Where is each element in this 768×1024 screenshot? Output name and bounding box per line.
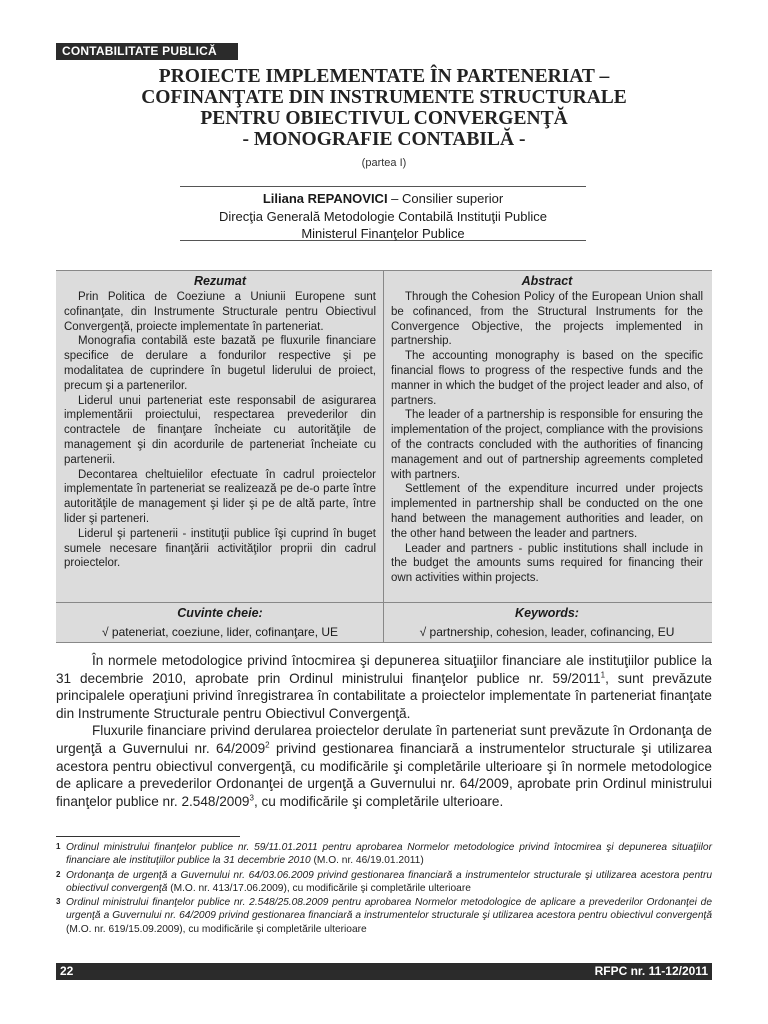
footnote-source: (M.O. nr. 413/17.06.2009), cu modificările şi completările ulterioare — [167, 882, 471, 894]
abstract-paragraph: Leader and partners - public institutions shall include in the budget the amounts sums required for financing their own activities within projects. — [391, 542, 703, 585]
rezumat-paragraph: Monografia contabilă este bazată pe fluxurile financiare specifice de derulare a fondurilor respective şi pe modalitatea de cuprindere în bugetul liderului de proiect, precum şi a partenerilor. — [64, 335, 376, 392]
rezumat-body — [64, 290, 376, 571]
footnote-source: (M.O. nr. 619/15.09.2009), cu modificările şi completările ulterioare — [66, 923, 367, 935]
footnote — [56, 841, 712, 868]
body-paragraph — [56, 652, 712, 722]
footnote-number: 1 — [56, 842, 61, 851]
abstract-heading: Abstract — [521, 274, 573, 288]
abstract-keywords-list: √ partnership, cohesion, leader, cofinancing, EU — [419, 625, 675, 639]
article-title — [56, 66, 712, 150]
author-ministry: Ministerul Finanţelor Publice — [301, 226, 465, 241]
rezumat-keywords-list: √ pateneriat, coeziune, lider, cofinanţare, UE — [101, 625, 339, 639]
rezumat-heading: Rezumat — [193, 274, 247, 288]
footnote-source: (M.O. nr. 46/19.01.2011) — [310, 855, 424, 867]
body-text: Fluxurile financiare privind derularea proiectelor derulate în parteneriat sunt prevăzute în Ordonanţa de urgenţă a Guvernului nr. 64/2009 — [56, 723, 712, 756]
footnote-ref-link[interactable]: 1 — [600, 670, 606, 680]
article-body — [56, 652, 712, 810]
author-role: – Consilier superior — [387, 191, 504, 206]
rezumat-keywords-heading: Cuvinte cheie: — [177, 606, 263, 620]
footnote-title: Ordinul ministrului finanţelor publice nr. 59/11.01.2011 pentru aprobarea Normelor metodologice privind întocmirea şi depunerea situaţiilor financiare ale instituţiilor publice la 31 decembrie 2010 — [66, 842, 712, 867]
author-box — [180, 186, 586, 241]
footnote — [56, 896, 712, 936]
abstract-keywords — [391, 603, 703, 640]
author-department: Direcţia Generală Metodologie Contabilă Instituţii Publice — [218, 208, 548, 224]
body-text: În normele metodologice privind întocmirea şi depunerea situaţiilor financiare ale instituţiilor publice la 31 decembrie 2010, aprobate prin Ordinul ministrului finanţelor publice nr. 59/2011 — [56, 653, 712, 686]
footnote-ref-link[interactable]: 2 — [265, 740, 270, 750]
abstract-table — [56, 270, 712, 643]
body-text: , cu modificările şi completările ulterioare. — [253, 793, 504, 809]
column-divider — [383, 271, 384, 642]
rezumat-paragraph: Liderul şi partenerii - instituţii publice îşi cuprind în buget sumele necesare finanţării activităţilor proprii din cadrul proiectelor. — [64, 527, 376, 570]
body-text: , sunt prevăzute principalele operaţiuni privind înregistrarea în contabilitate a proiectelor implementate în parteneriat finanţate din Instrumente Structurale pentru Obiectivul Convergenţă. — [56, 670, 712, 721]
abstract-paragraph: Settlement of the expenditure incurred under projects implemented in partnership shall be conducted on the one hand between the management authorities and leader, on the other hand between the leader and partners. — [391, 483, 703, 540]
footnote-text — [66, 841, 712, 868]
footnote-title: Ordinul ministrului finanţelor publice nr. 2.548/25.08.2009 pentru aprobarea Normelor metodologice de aplicare a prevederilor Ordonanţei de urgenţă a Guvernului nr. 64/2009 privind gestionarea financiară a instrumentelor structurale şi utilizarea acestora pentru obiectivul convergenţă — [66, 897, 712, 922]
footnote-text — [66, 896, 712, 936]
footnotes — [56, 841, 712, 937]
section-tag: CONTABILITATE PUBLICĂ — [56, 43, 238, 60]
footnote-rule — [56, 836, 240, 837]
author-line — [180, 190, 586, 208]
rezumat-keywords — [64, 603, 376, 640]
rezumat-column — [64, 271, 376, 571]
page-footer — [56, 963, 712, 980]
footnote-number: 2 — [56, 869, 61, 879]
abstract-paragraph: The accounting monography is based on the specific financial flows to progress of the respective funds and the manner in which the budget of the project leader and also, of partners. — [391, 350, 703, 407]
title-line: PENTRU OBIECTIVUL CONVERGENŢĂ — [200, 108, 568, 129]
journal-issue: RFPC nr. 11-12/2011 — [594, 964, 708, 978]
body-text: privind gestionarea financiară a instrumentelor structurale şi utilizarea acestora pentru obiectivul convergenţă, cu modificările şi completările ulterioare şi în normele metodologice de aplicare a prevederilor Ordonanţei de urgenţă a Guvernului nr. 64/2009, aprobate prin Ordinul ministrului finanţelor publice nr. 2.548/2009 — [56, 740, 712, 809]
page-number: 22 — [60, 964, 74, 978]
footnote-number: 3 — [56, 897, 61, 907]
footnote — [56, 869, 712, 896]
rezumat-paragraph: Prin Politica de Coeziune a Uniunii Europene sunt cofinanţate, din Instrumente Structurale pentru Obiectivul Convergenţă, proiecte implementate în parteneriat. — [64, 291, 376, 333]
title-line: - MONOGRAFIE CONTABILĂ - — [242, 129, 526, 150]
article-part: (partea I) — [361, 157, 407, 169]
footnote-ref-link[interactable]: 3 — [249, 793, 254, 803]
abstract-body — [391, 290, 703, 586]
rezumat-paragraph: Decontarea cheltuielilor efectuate în cadrul proiectelor implementate în parteneriat se realizează pe de-o parte între autorităţile de management şi lider şi pe de altă parte, între lider şi parteneri. — [64, 468, 376, 525]
abstract-paragraph: Through the Cohesion Policy of the European Union shall be cofinanced, from the Structural Instruments for the Convergence Objective, the projects implemented in partnership. — [391, 291, 703, 348]
abstract-column — [391, 271, 703, 586]
title-line: PROIECTE IMPLEMENTATE ÎN PARTENERIAT – — [158, 66, 610, 87]
abstract-paragraph: The leader of a partnership is responsible for ensuring the implementation of the project, compliance with the provisions of the contracts concluded with the authorities of financing management and out of partnership agreements completed with partners. — [391, 409, 703, 481]
footnote-text — [66, 869, 712, 896]
body-paragraph — [56, 722, 712, 810]
rezumat-paragraph: Liderul unui parteneriat este responsabil de asigurarea implementării proiectului, respectarea prevederilor din contractele de finanţare încheiate cu autorităţile de management şi din acordurile de parteneriat încheiate cu partenerii. — [64, 394, 376, 466]
author-name: Liliana REPANOVICI — [262, 191, 388, 206]
footnote-title: Ordonanţa de urgenţă a Guvernului nr. 64/03.06.2009 privind gestionarea financiară a instrumentelor structurale şi utilizarea acestora pentru obiectivul convergenţă — [66, 869, 712, 894]
title-line: COFINANŢATE DIN INSTRUMENTE STRUCTURALE — [141, 87, 627, 108]
abstract-keywords-heading: Keywords: — [515, 606, 579, 620]
